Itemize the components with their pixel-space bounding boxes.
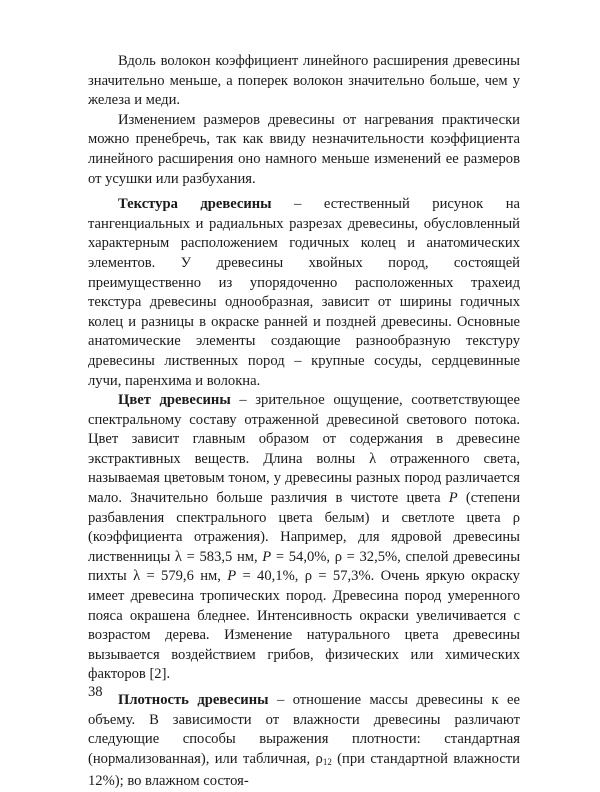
- paragraph-text: Изменением размеров древесины от нагревания практически можно пренебречь, так как ввиду незначительности коэффициента линейного расширения оно намного меньше изменений ее размеров от усушки или разбухания.: [88, 111, 520, 187]
- paragraph-text: = 54,0%, ρ = 32,5%, спелой древесины пихты λ = 579,6 нм,: [88, 548, 521, 585]
- variable-p: P: [448, 490, 458, 507]
- subscript-12: 12: [322, 756, 332, 767]
- paragraph-text: – зрительное ощущение, соответствующее спектральному составу отраженной древесиной светового потока. Цвет зависит главным образом от содержания в древесине экстрактивных веществ. Длина волны λ отраженного света, называемая цветовым тоном, у древесины разных пород различается мало. Значительно больше различия в чистоте цвета: [88, 392, 520, 507]
- paragraph-heating-size: [88, 111, 520, 189]
- paragraph-text: (степени разбавления спектрального цвета белым) и светлоте цвета ρ (коэффициента отражения). Например, для ядровой древесины лиственницы λ = 583,5 нм,: [88, 490, 521, 565]
- paragraph-text: – отношение массы древесины к ее объему. В зависимости от влажности древесины различают следующие способы выражения плотности: стандартная (нормализованная), или табличная, ρ: [88, 692, 520, 767]
- paragraph-text: = 40,1%, ρ = 57,3%. Очень яркую окраску имеет древесина тропических пород. Древесина пород умеренного пояса окрашена бледнее. Интенсивность окраски увеличивается с возрастом дерева. Изменение натурального цвета древесины вызывается воздействием грибов, физических или химических факторов [2].: [88, 568, 520, 683]
- term-wood-texture: Текстура древесины: [118, 196, 272, 213]
- paragraph-text: (при стандартной влажности 12%); во влажном состоя-: [88, 750, 520, 790]
- paragraph-text: Вдоль волокон коэффициент линейного расширения древесины значительно меньше, а поперек волокон значительно больше, чем у железа и меди.: [88, 53, 520, 109]
- term-wood-color: Цвет древесины: [118, 392, 231, 409]
- paragraph-wood-texture: [88, 195, 520, 391]
- paragraph-wood-color: [88, 391, 520, 685]
- body-text: [88, 52, 520, 792]
- paragraph-linear-expansion: [88, 52, 520, 111]
- term-wood-density: Плотность древесины: [118, 692, 269, 708]
- paragraph-text: – естественный рисунок на тангенциальных и радиальных разрезах древесины, обусловленный характерным расположением годичных колец и анатомических элементов. У древесины хвойных пород, состоящей преимущественно из упорядоченно расположенных трахеид текстура древесины однообразная, зависит от ширины годичных колец и разницы в окраске ранней и поздней древесины. Основные анатомические элементы создающие разнообразную текстуру древесины лиственных пород – крупные сосуды, сердцевинные лучи, паренхима и волокна.: [88, 196, 520, 389]
- page-number: 38: [88, 684, 103, 700]
- variable-p: P: [227, 568, 237, 585]
- variable-p: P: [262, 548, 272, 565]
- paragraph-wood-density: [88, 691, 520, 792]
